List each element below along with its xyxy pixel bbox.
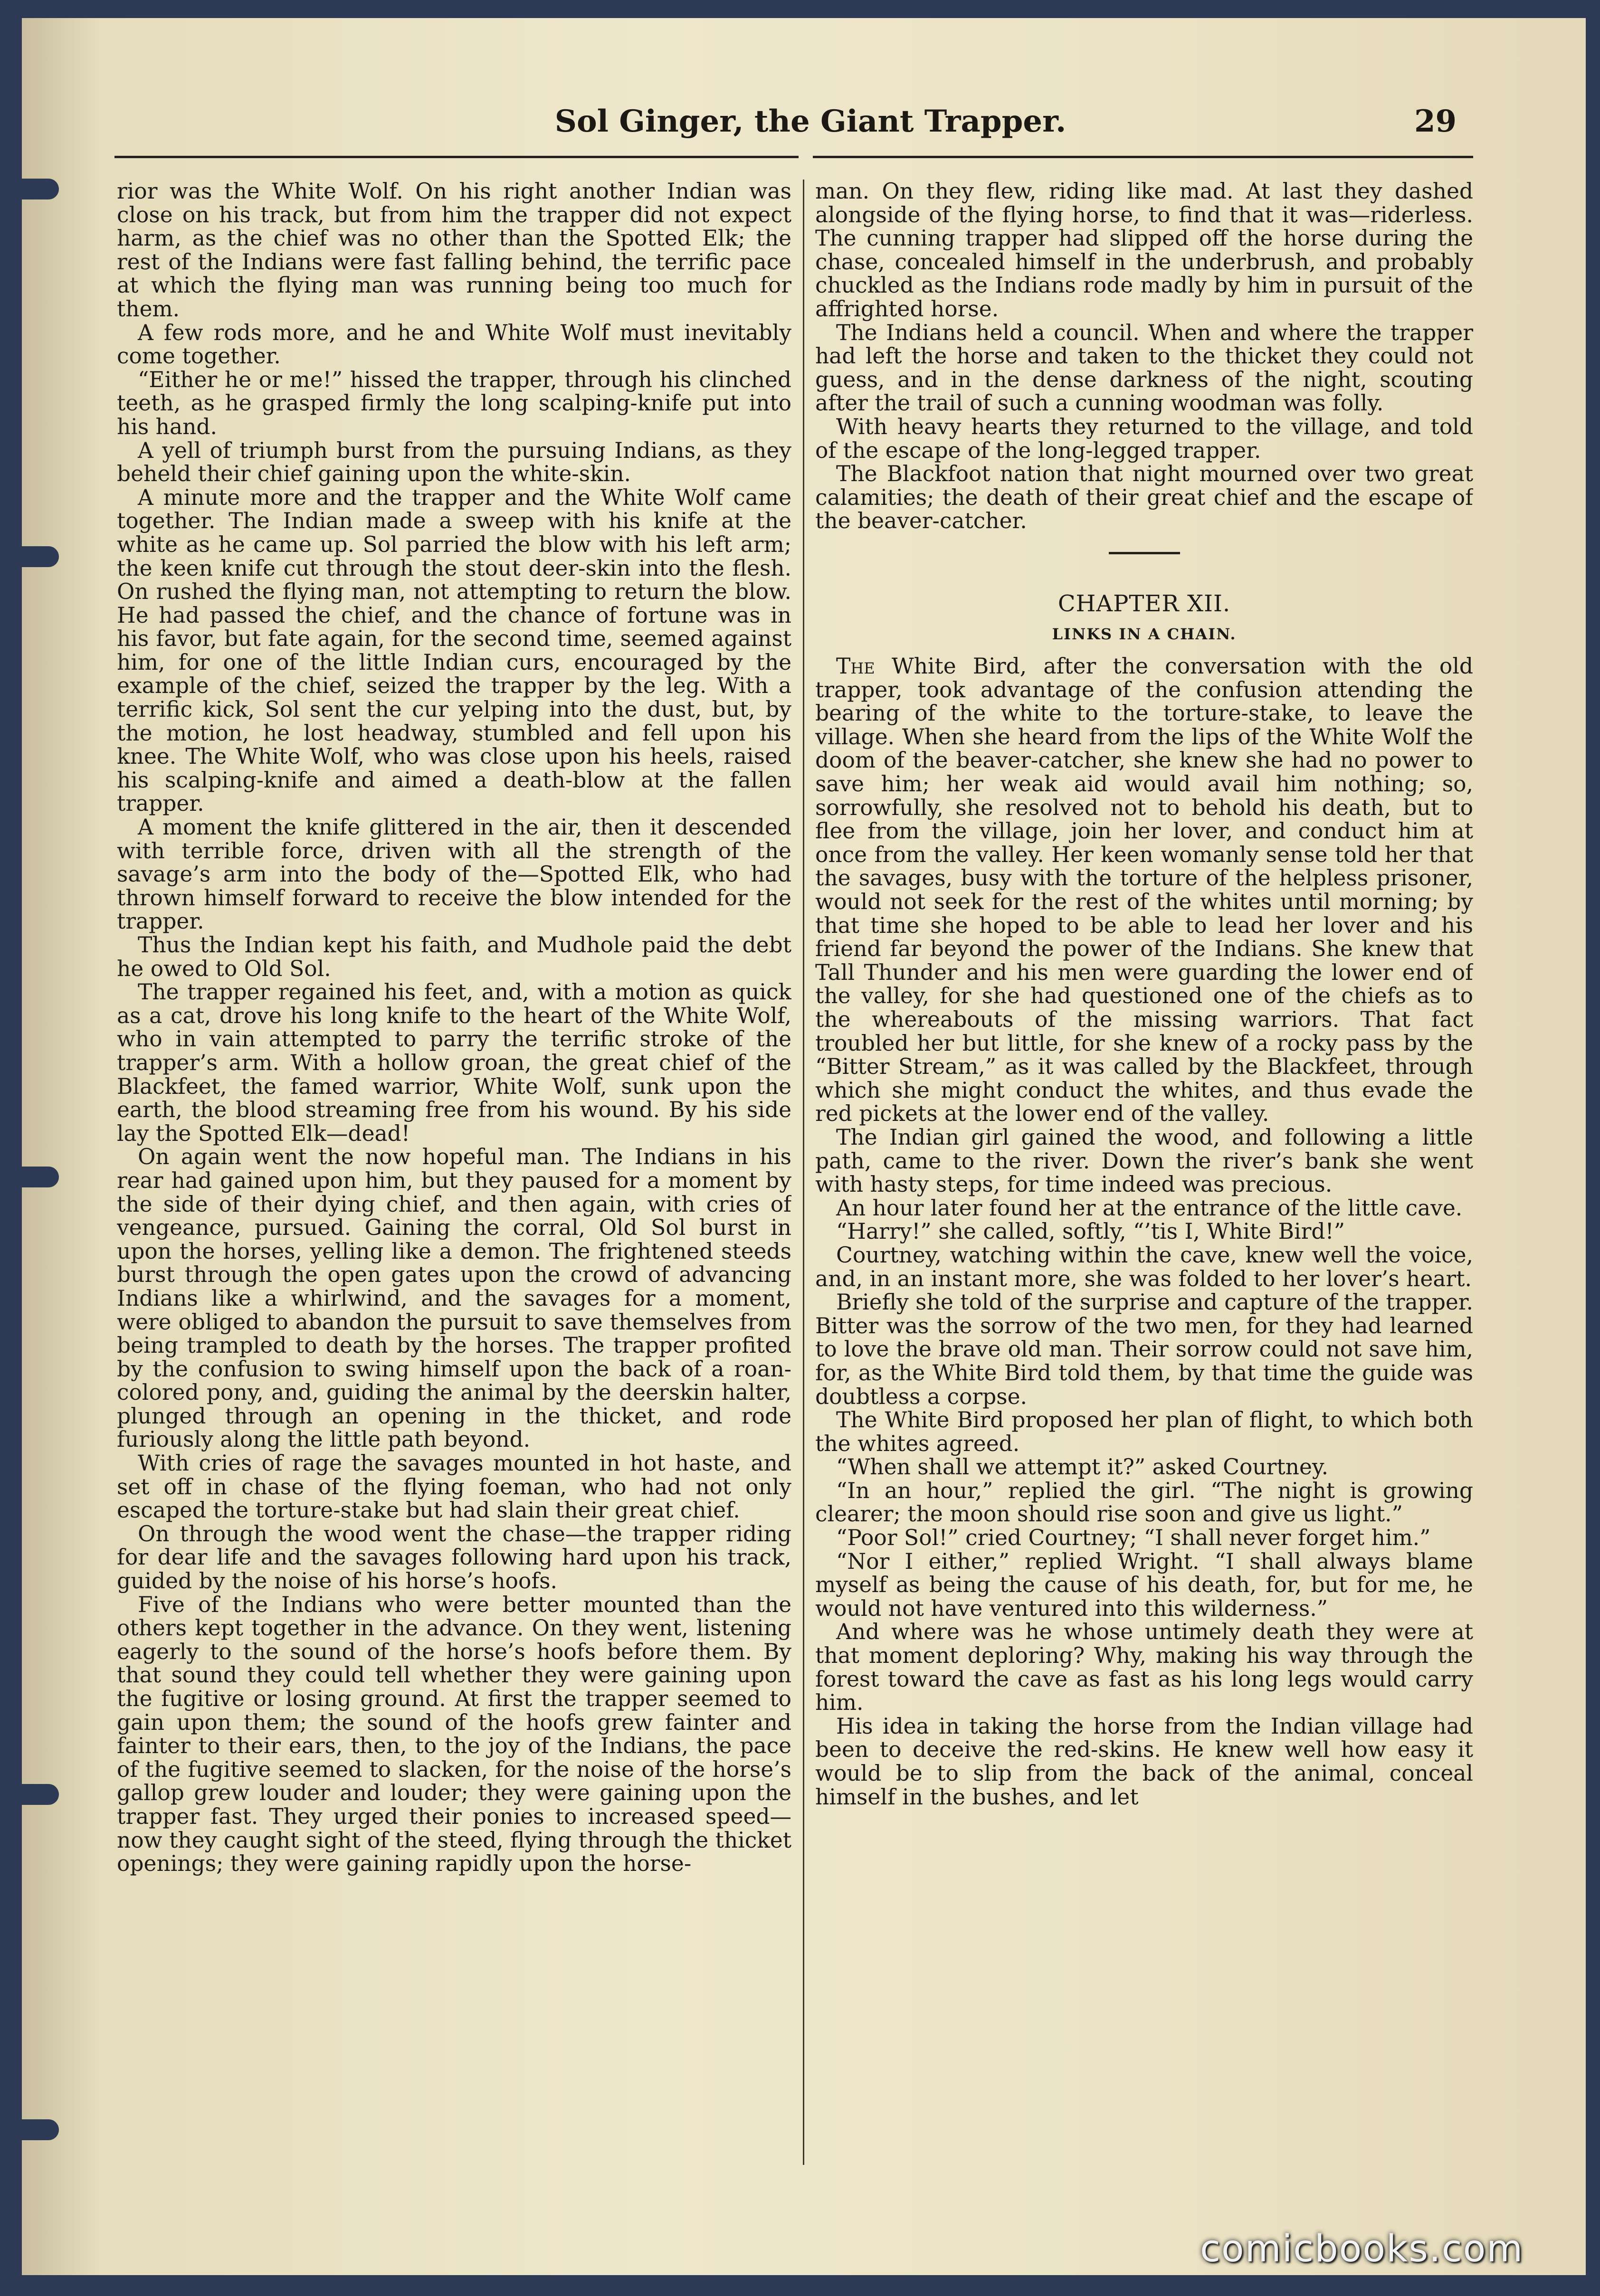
page-header xyxy=(22,104,1586,161)
header-rule xyxy=(813,156,1473,158)
paragraph: And where was he whose untimely death they were at that moment deploring? Why, making his way through the forest toward the cave as fast as his long legs would carry him. xyxy=(815,1619,1473,1716)
paragraph: His idea in taking the horse from the Indian village had been to deceive the red-skins. He knew well how easy it would be to slip from the back of the animal, conceal himself in the bushes, and let xyxy=(815,1713,1473,1809)
left-column xyxy=(117,180,791,1876)
paragraph: Five of the Indians who were better mounted than the others kept together in the advance. On they went, listening eagerly to the sound of the horse’s hoofs before them. By that sound they could tell whether they were gaining upon the fugitive or losing ground. At first the trapper seemed to gain upon them; the sound of the hoofs grew fainter and fainter to their ears, then, to the joy of the Indians, the pace of the fugitive seemed to slacken, for the noise of the horse’s gallop grew louder and louder; they were gaining upon the trapper fast. They urged their ponies to increased speed—now they caught sight of the steed, flying through the thicket openings; they were gaining rapidly upon the horse- xyxy=(117,1592,791,1876)
paragraph: “When shall we attempt it?” asked Courtney. xyxy=(836,1454,1329,1480)
header-rule xyxy=(114,156,799,158)
binding-hole xyxy=(22,1167,59,1187)
paragraph: An hour later found her at the entrance of the little cave. xyxy=(836,1195,1463,1221)
page-number: 29 xyxy=(1414,104,1457,139)
paragraph: On through the wood went the chase—the trapper riding for dear life and the savages following hard upon his track, guided by the noise of his horse’s hoofs. xyxy=(117,1521,791,1594)
paragraph: Thus the Indian kept his faith, and Mudhole paid the debt he owed to Old Sol. xyxy=(117,932,791,981)
column-divider xyxy=(803,180,804,2165)
chapter-subtitle: LINKS IN A CHAIN. xyxy=(1052,625,1237,643)
paragraph: man. On they flew, riding like mad. At last they dashed alongside of the flying horse, to find that it was—riderless. The cunning trapper had slipped off the horse during the chase, concealed himself in the underbrush, and probably chuckled as the Indians rode madly by him in pursuit of the affrighted horse. xyxy=(815,180,1473,322)
chapter-first-paragraph xyxy=(815,655,1473,1126)
paragraph: “In an hour,” replied the girl. “The night is growing clearer; the moon should rise soon and give us light.” xyxy=(815,1478,1473,1527)
paragraph: “Harry!” she called, softly, “’tis I, White Bird!” xyxy=(836,1219,1345,1244)
right-column xyxy=(815,180,1473,1809)
paragraph: A moment the knife glittered in the air, then it descended with terrible force, driven with all the strength of the savage’s arm into the body of the—Spotted Elk, who had thrown himself forward to receive the blow intended for the trapper. xyxy=(117,815,791,934)
paragraph: “Poor Sol!” cried Courtney; “I shall never forget him.” xyxy=(836,1525,1431,1551)
paragraph: rior was the White Wolf. On his right another Indian was close on his track, but from him the trapper did not expect harm, as the chief was no other than the Spotted Elk; the rest of the Indians were fast falling behind, the terrific pace at which the flying man was running being too much for them. xyxy=(117,180,791,322)
binding-hole xyxy=(22,546,59,567)
section-divider xyxy=(1109,552,1180,554)
paragraph: The Indians held a council. When and where the trapper had left the horse and taken to the thicket they could not guess, and in the dense darkness of the night, scouting after the trail of such a cunning woodman was folly. xyxy=(815,320,1473,416)
paragraph: The trapper regained his feet, and, with a motion as quick as a cat, drove his long knife to the heart of the White Wolf, who in vain attempted to parry the terrific stroke of the trapper’s arm. With a hollow groan, the great chief of the Blackfeet, the famed warrior, White Wolf, sunk upon the earth, the blood streaming free from his wound. By his side lay the Spotted Elk—dead! xyxy=(117,979,791,1146)
binding-hole xyxy=(22,1784,59,1805)
watermark-text: comicbooks.com xyxy=(1200,2228,1524,2270)
lead-word: The xyxy=(836,654,875,679)
binding-hole xyxy=(22,179,59,199)
running-title: Sol Ginger, the Giant Trapper. xyxy=(554,104,1067,139)
paragraph: The Blackfoot nation that night mourned over two great calamities; the death of their great chief and the escape of the beaver-catcher. xyxy=(815,461,1473,534)
chapter-heading: CHAPTER XII. xyxy=(1057,590,1231,617)
paragraph: A few rods more, and he and White Wolf must inevitably come together. xyxy=(117,320,791,369)
paragraph: A minute more and the trapper and the White Wolf came together. The Indian made a sweep with his knife at the white as he came up. Sol parried the blow with his left arm; the keen knife cut through the stout deer-skin into the flesh. On rushed the flying man, not attempting to return the blow. He had passed the chief, and the chance of fortune was in his favor, but fate again, for the second time, seemed against him, for one of the little Indian curs, encouraged by the example of the chief, seized the trapper by the leg. With a terrific kick, Sol sent the cur yelping into the dust, but, by the motion, he lost headway, stumbled and fell upon his knee. The White Wolf, who was close upon his heels, raised his scalping-knife and aimed a death-blow at the fallen trapper. xyxy=(117,484,791,816)
book-page xyxy=(22,18,1586,2275)
binding-hole xyxy=(22,2119,59,2140)
paragraph: Briefly she told of the surprise and capture of the trapper. Bitter was the sorrow of the two men, for they had learned to love the brave old man. Their sorrow could not save him, for, as the White Bird told them, by that time the guide was doubtless a corpse. xyxy=(815,1290,1473,1409)
paragraph-text: White Bird, after the conversation with the old trapper, took advantage of the confusion attending the bearing of the white to the torture-stake, to leave the village. When she heard from the lips of the White Wolf the doom of the beaver-catcher, she knew she had no power to save him; her weak aid would avail him nothing; so, sorrowfully, she resolved not to behold his death, but to flee from the village, join her lover, and conduct him at once from the valley. Her keen womanly sense told her that the savages, busy with the torture of the helpless prisoner, would not seek for the rest of the whites until morning; by that time she hoped to be able to lead her lover and his friend far beyond the power of the Indians. She knew that Tall Thunder and his men were guarding the lower end of the valley, for she had questioned one of the chiefs as to the whereabouts of the missing warriors. That fact troubled her but little, for she knew of a rocky pass by the “Bitter Stream,” as it was called by the Blackfeet, through which she might conduct the whites, and thus evade the red pickets at the lower end of the valley. xyxy=(815,654,1473,1127)
paragraph: Courtney, watching within the cave, knew well the voice, and, in an instant more, she was folded to her lover’s heart. xyxy=(815,1242,1473,1291)
paragraph: A yell of triumph burst from the pursuing Indians, as they beheld their chief gaining upon the white-skin. xyxy=(117,437,791,487)
paragraph: With heavy hearts they returned to the village, and told of the escape of the long-legged trapper. xyxy=(815,414,1473,463)
paragraph: The Indian girl gained the wood, and following a little path, came to the river. Down the river’s bank she went with hasty steps, for time indeed was precious. xyxy=(815,1124,1473,1197)
paragraph: The White Bird proposed her plan of flight, to which both the whites agreed. xyxy=(815,1407,1473,1456)
paragraph: On again went the now hopeful man. The Indians in his rear had gained upon him, but they paused for a moment by the side of their dying chief, and then again, with cries of vengeance, pursued. Gaining the corral, Old Sol burst in upon the horses, yelling like a demon. The frightened steeds burst through the open gates upon the crowd of advancing Indians like a whirlwind, and the savages for a moment, were obliged to abandon the pursuit to save themselves from being trampled to death by the horses. The trapper profited by the confusion to swing himself upon the back of a roan-colored pony, and, guiding the animal by the deerskin halter, plunged through an opening in the thicket, and rode furiously along the little path beyond. xyxy=(117,1144,791,1452)
paragraph: “Nor I either,” replied Wright. “I shall always blame myself as being the cause of his death, for, but for me, he would not have ventured into this wilderness.” xyxy=(815,1548,1473,1621)
paragraph: With cries of rage the savages mounted in hot haste, and set off in chase of the flying foeman, who had not only escaped the torture-stake but had slain their great chief. xyxy=(117,1451,791,1523)
paragraph: “Either he or me!” hissed the trapper, through his clinched teeth, as he grasped firmly the long scalping-knife put into his hand. xyxy=(117,367,791,439)
